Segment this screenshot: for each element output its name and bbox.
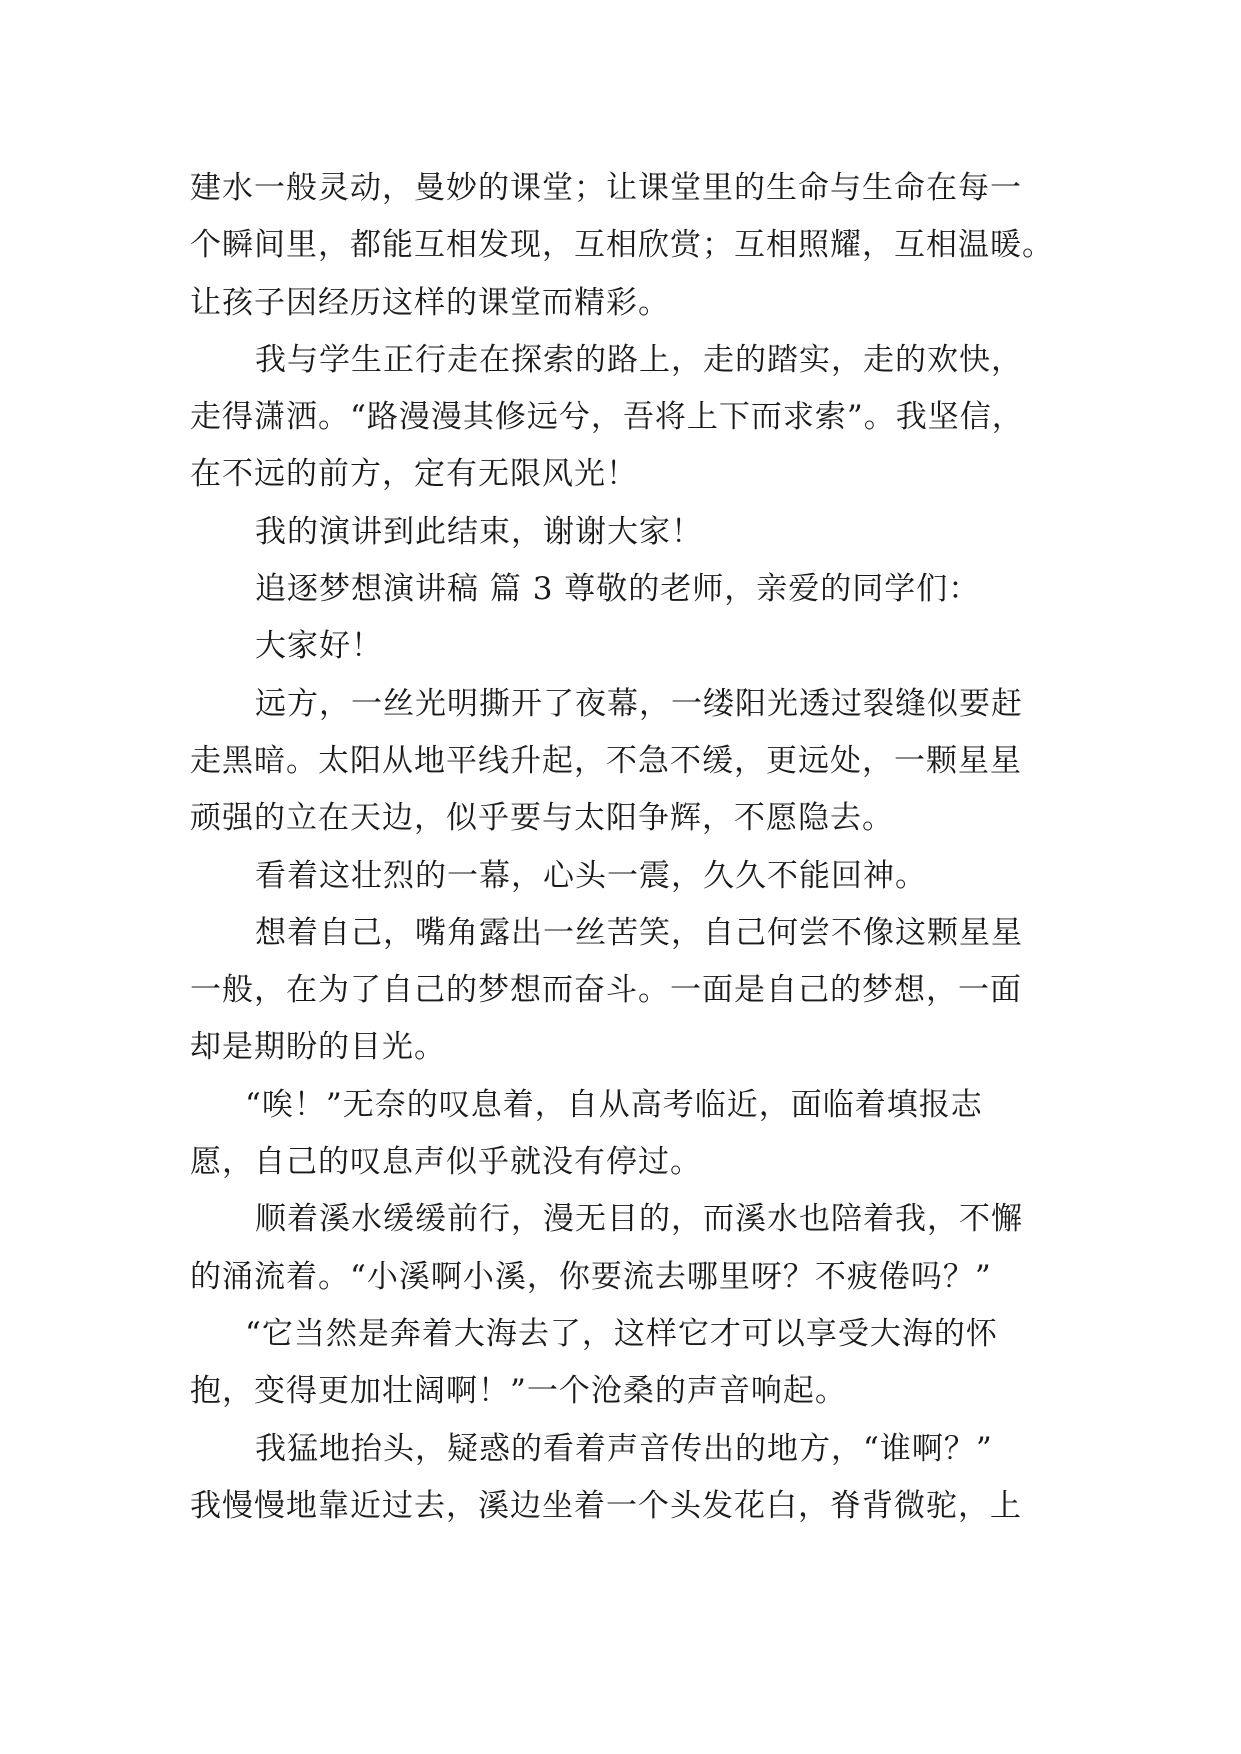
body-text	[190, 160, 1060, 1535]
text-line: “它当然是奔着大海去了，这样它才可以享受大海的怀	[245, 1315, 998, 1352]
text-line: 顽强的立在天边，似乎要与太阳争辉，不愿隐去。	[190, 800, 894, 837]
text-line: 我的演讲到此结束，谢谢大家！	[255, 513, 703, 550]
text-line: 让孩子因经历这样的课堂而精彩。	[190, 284, 670, 321]
text-line: 在不远的前方，定有无限风光！	[190, 456, 638, 493]
text-line: 我慢慢地靠近过去，溪边坐着一个头发花白，脊背微驼，上	[190, 1487, 1022, 1524]
text-line: 想着自己，嘴角露出一丝苦笑，自己何尝不像这颗星星	[255, 914, 1023, 951]
text-line: “唉！”无奈的叹息着，自从高考临近，面临着填报志	[245, 1086, 983, 1123]
text-line: 我与学生正行走在探索的路上，走的踏实，走的欢快，	[255, 341, 1023, 378]
text-line: 走黑暗。太阳从地平线升起，不急不缓，更远处，一颗星星	[190, 742, 1022, 779]
text-line: 走得潇洒。“路漫漫其修远兮，吾将上下而求索”。我坚信，	[190, 399, 1024, 436]
text-line: 建水一般灵动，曼妙的课堂；让课堂里的生命与生命在每一	[190, 170, 1022, 206]
section-heading-line: 追逐梦想演讲稿 篇 3 尊敬的老师，亲爱的同学们：	[255, 571, 981, 608]
text-line: 的涌流着。“小溪啊小溪，你要流去哪里呀？不疲倦吗？”	[190, 1258, 992, 1295]
text-line: 大家好！	[255, 628, 383, 665]
text-line: 抱，变得更加壮阔啊！”一个沧桑的声音响起。	[190, 1373, 847, 1410]
text-line: 顺着溪水缓缓前行，漫无目的，而溪水也陪着我，不懈	[255, 1201, 1023, 1238]
text-line: 我猛地抬头，疑惑的看着声音传出的地方，“谁啊？”	[255, 1430, 993, 1467]
text-line: 个瞬间里，都能互相发现，互相欣赏；互相照耀，互相温暖。	[190, 227, 1054, 264]
text-line: 却是期盼的目光。	[190, 1029, 446, 1066]
text-line: 看着这壮烈的一幕，心头一震，久久不能回神。	[255, 857, 927, 894]
text-line: 愿，自己的叹息声似乎就没有停过。	[190, 1144, 702, 1181]
text-line: 远方，一丝光明撕开了夜幕，一缕阳光透过裂缝似要赶	[255, 685, 1023, 722]
text-line: 一般，在为了自己的梦想而奋斗。一面是自己的梦想，一面	[190, 972, 1022, 1009]
